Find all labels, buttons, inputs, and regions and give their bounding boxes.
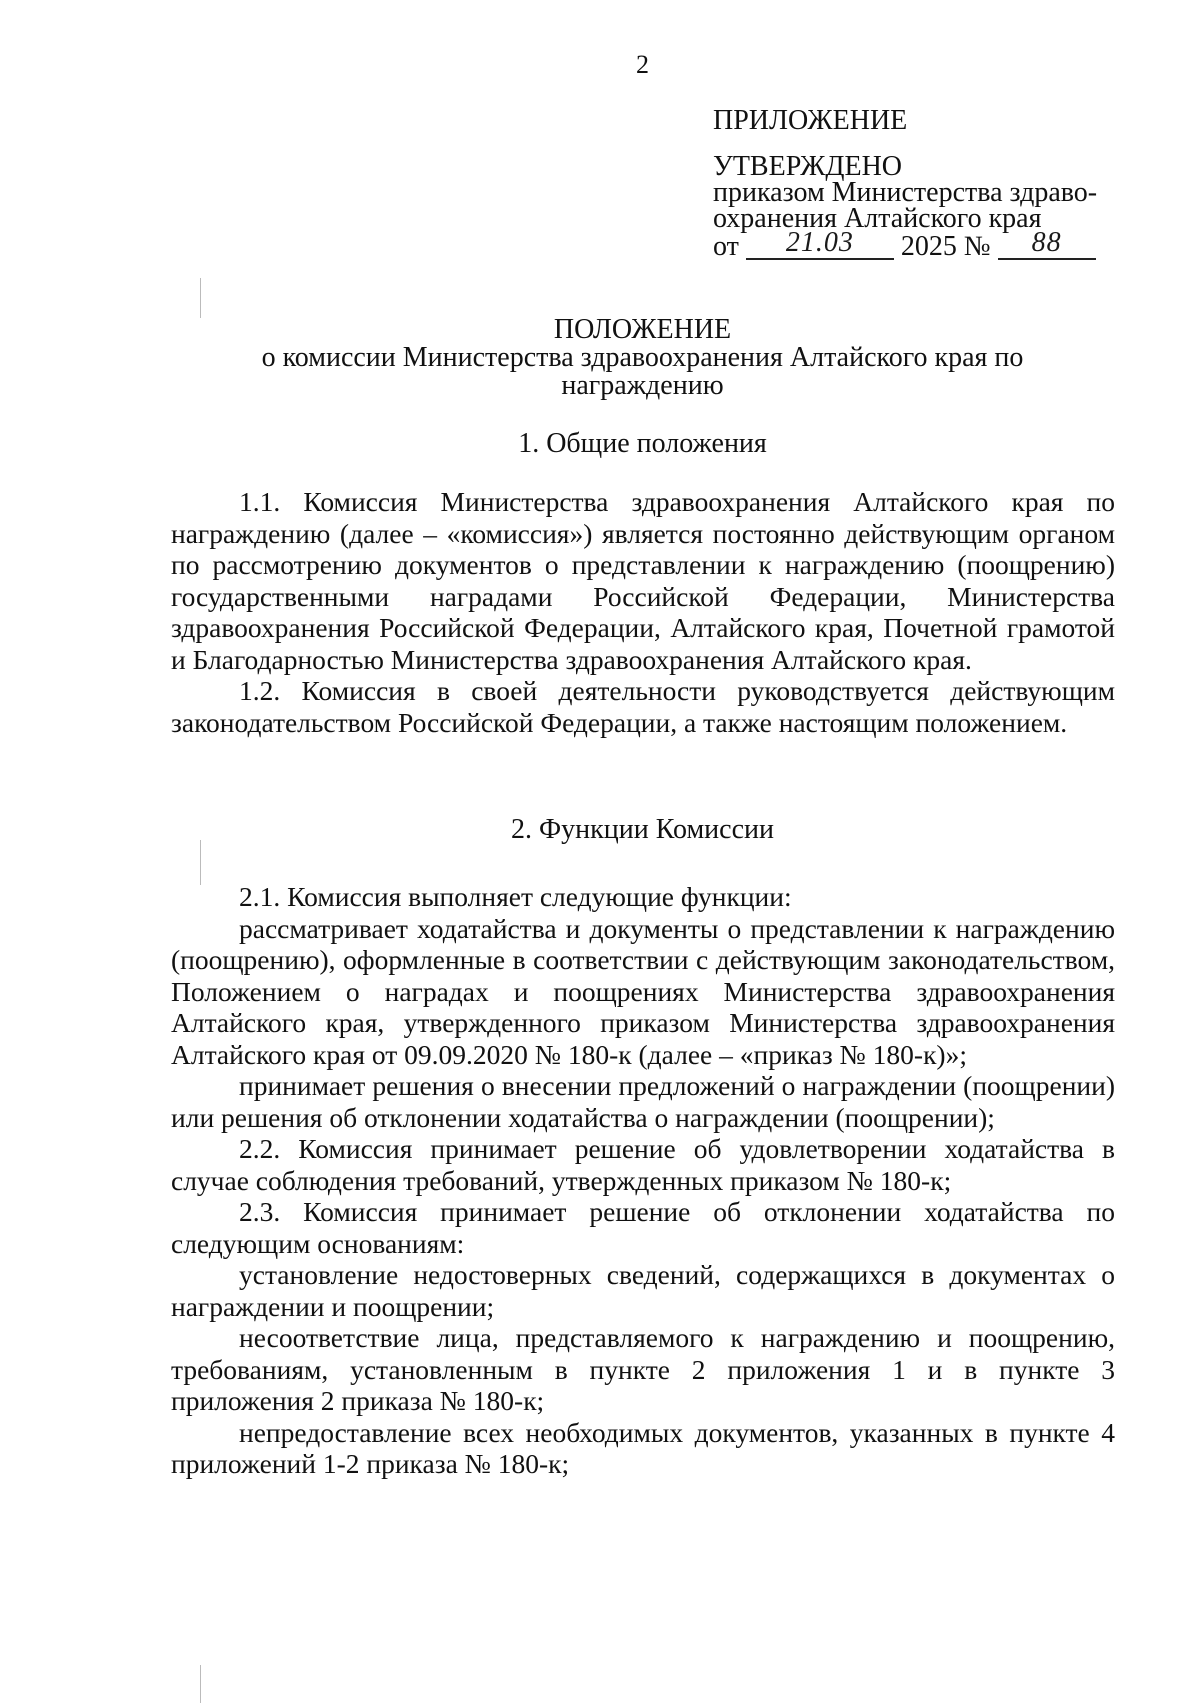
- number-blank: [998, 227, 1096, 260]
- approved-label: УТВЕРЖДЕНО: [713, 151, 903, 182]
- paragraph-2-3: 2.3. Комиссия принимает решение об отклонении ходатайства по следующим основаниям:: [171, 1196, 1115, 1259]
- document-subtitle-line-2: награждению: [561, 370, 724, 401]
- scan-artifact: [200, 840, 201, 885]
- scan-artifact: [200, 278, 201, 318]
- page-number: 2: [636, 50, 649, 79]
- document-title: ПОЛОЖЕНИЕ: [553, 314, 732, 345]
- section-2-heading: 2. Функции Комиссии: [511, 814, 774, 845]
- handwritten-date: 21.03: [785, 227, 854, 258]
- date-blank: [746, 227, 894, 260]
- rejection-ground-nonconformity: несоответствие лица, представляемого к награждению и поощрению, требованиям, установленным в пункте 2 приложения 1 и в пункте 3 приложения 2 приказа № 180-к;: [171, 1322, 1115, 1416]
- order-date-line: [713, 227, 1113, 262]
- rejection-ground-false-info: установление недостоверных сведений, содержащихся в документах о награждении и поощрении;: [171, 1259, 1115, 1322]
- order-line-1: приказом Министерства здраво-: [713, 177, 1098, 208]
- paragraph-2-1: 2.1. Комиссия выполняет следующие функции:: [239, 881, 792, 912]
- handwritten-number: 88: [1031, 227, 1062, 258]
- paragraph-1-2: 1.2. Комиссия в своей деятельности руководствуется действующим законодательством Российской Федерации, а также настоящим положением.: [171, 675, 1115, 738]
- paragraph-2-2: 2.2. Комиссия принимает решение об удовлетворении ходатайства в случае соблюдения требований, утвержденных приказом № 180-к;: [171, 1133, 1115, 1196]
- approval-block: [713, 105, 1113, 262]
- paragraph-1-1: 1.1. Комиссия Министерства здравоохранения Алтайского края по награждению (далее – «комиссия») является постоянно действующим органом по рассмотрению документов о представлении к награждению (поощрению) государственными наградами Российской Федерации, Министерства здравоохранения Российской Федерации, Алтайского края, Почетной грамотой и Благодарностью Министерства здравоохранения Алтайского края.: [171, 486, 1115, 675]
- section-2-body: [171, 881, 1115, 1480]
- function-make-decisions: принимает решения о внесении предложений о награждении (поощрении) или решения об отклонении ходатайства о награждении (поощрении);: [171, 1070, 1115, 1133]
- document-subtitle-line-1: о комиссии Министерства здравоохранения Алтайского края по: [261, 342, 1024, 373]
- scan-artifact: [200, 1665, 201, 1703]
- appendix-label: ПРИЛОЖЕНИЕ: [713, 105, 908, 136]
- order-line-2: охранения Алтайского края: [713, 203, 1042, 234]
- section-1-body: [171, 486, 1115, 738]
- date-prefix: от: [713, 231, 739, 262]
- function-review-petitions: рассматривает ходатайства и документы о представлении к награждению (поощрению), оформленные в соответствии с действующим законодательством, Положением о наградах и поощрениях Министерства здравоохранения Алтайского края, утвержденного приказом Министерства здравоохранения Алтайского края от 09.09.2020 № 180-к (далее – «приказ № 180-к)»;: [171, 912, 1115, 1070]
- section-1-heading: 1. Общие положения: [518, 428, 767, 459]
- document-title-block: [230, 316, 1055, 400]
- order-year: 2025 №: [900, 231, 991, 262]
- rejection-ground-missing-docs: непредоставление всех необходимых документов, указанных в пункте 4 приложений 1-2 приказа № 180-к;: [171, 1416, 1115, 1479]
